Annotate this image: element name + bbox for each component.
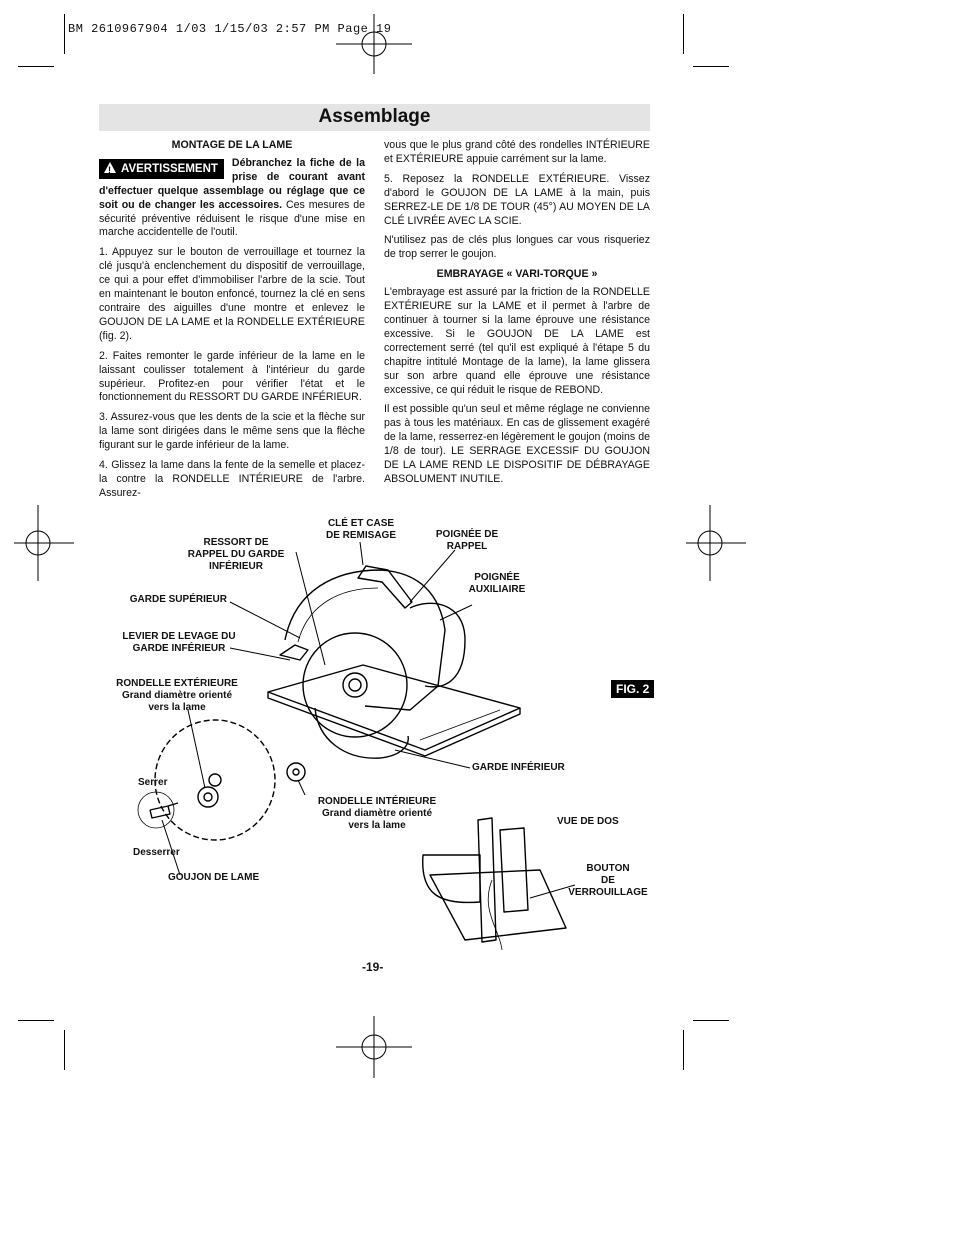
registration-mark-left: [14, 505, 74, 581]
leader-ressort: [296, 552, 325, 665]
back-view-saw: [423, 818, 566, 950]
label-bouton: BOUTON DE VERROUILLAGE: [568, 863, 648, 898]
step-2: 2. Faites remonter le garde inférieur de la lame en le laissant coulisser totalement à l'intérieur du garde supérieur. Profitez-en pour vérifier l'état et le fonctionnement du RESSORT DU GARDE INFÉRIEUR.: [99, 349, 365, 404]
label-vue-dos: VUE DE DOS: [557, 816, 619, 827]
crop-mark: [18, 1020, 54, 1021]
warning-bold-text: Débranchez la fiche de la prise de courant avant d'effectuer quelque assemblage ou réglage que ce soit ou de changer les accessoires.: [99, 156, 365, 211]
label-rondelle-int: [312, 796, 442, 832]
step-1: 1. Appuyez sur le bouton de verrouillage et tournez la clé jusqu'à enclenchement du dispositif de verrouillage, ce qui a pour effet d'immobiliser l'arbre de la scie. Tout en maintenant le bouton enfoncé, tournez la clé en sens contraire des aiguilles d'une montre et enlevez le GOUJON DE LA LAME et la RONDELLE EXTÉRIEURE (fig. 2).: [99, 246, 365, 342]
label-garde-inf: GARDE INFÉRIEUR: [472, 762, 565, 773]
label-desserrer: Desserrer: [133, 847, 180, 858]
label-rondelle-ext-sub: Grand diamètre orienté vers la lame: [121, 690, 233, 713]
saw-base-plate: [268, 665, 520, 750]
label-serrer: Serrer: [138, 777, 168, 788]
label-rondelle-int-title: RONDELLE INTÉRIEURE: [317, 796, 437, 807]
upper-guard: [285, 570, 445, 710]
section-title: Assemblage: [318, 106, 431, 127]
spare-blade: [155, 720, 275, 840]
crop-mark: [693, 1020, 729, 1021]
left-column: [99, 139, 365, 507]
crop-mark: [18, 66, 54, 67]
leader-rondelle-int: [298, 780, 305, 795]
print-slug: BM 2610967904 1/03 1/15/03 2:57 PM Page 19: [68, 22, 392, 36]
motor-housing: [410, 603, 465, 686]
right-column: [384, 139, 650, 493]
wrench-note: N'utilisez pas de clés plus longues car vous risqueriez de trop serrer le goujon.: [384, 234, 650, 261]
inner-washer: [287, 763, 305, 781]
step-5: 5. Reposez la RONDELLE EXTÉRIEURE. Vissez d'abord le GOUJON DE LA LAME à la main, puis SERREZ-LE DE 1/8 DE TOUR (45°) AU MOYEN DE LA CLÉ LIVRÉE AVEC LA SCIE.: [384, 172, 650, 227]
registration-mark-right: [686, 505, 746, 581]
leader-poignee-aux: [440, 605, 472, 620]
label-poignee-aux: POIGNÉE AUXILIAIRE: [468, 572, 526, 595]
main-handle: [358, 566, 412, 608]
outer-washer: [198, 787, 218, 807]
step-4: 4. Glissez la lame dans la fente de la semelle et placez-la contre la RONDELLE INTÉRIEURE de l'arbre. Assurez-: [99, 459, 365, 499]
label-levier: LEVIER DE LEVAGE DU GARDE INFÉRIEUR: [122, 631, 236, 654]
label-poignee-rappel: POIGNÉE DE RAPPEL: [435, 529, 499, 552]
page-number: -19-: [362, 960, 384, 974]
warning-badge: [99, 159, 224, 179]
label-rondelle-ext: [114, 678, 240, 714]
label-rondelle-int-sub: Grand diamètre orienté vers la lame: [321, 808, 433, 831]
label-garde-sup: GARDE SUPÉRIEUR: [129, 594, 227, 605]
registration-mark-bottom: [336, 1016, 412, 1078]
saw-blade: [303, 633, 407, 737]
registration-mark-top: [336, 14, 412, 74]
clutch-paragraph-2: Il est possible qu'un seul et même réglage ne convienne pas à tous les matériaux. En cas de glissement exagéré de la lame, resserrez-en légèrement le goujon (moins de 1/8 de tour). LE SERRAGE EXCESSIF DU GOUJON DE LA LAME REND LE DISPOSITIF DE DÉBRAYAGE ABSOLUMENT INUTILE.: [384, 403, 650, 485]
warning-badge-label: AVERTISSEMENT: [121, 162, 218, 175]
figure-badge: FIG. 2: [611, 680, 654, 698]
leader-garde-sup: [230, 602, 300, 638]
leader-rondelle-ext: [188, 710, 205, 788]
step-3: 3. Assurez-vous que les dents de la scie et la flèche sur la lame sont dirigées dans le même sens que la flèche figurant sur le garde inférieur de la lame.: [99, 411, 365, 452]
label-cle: CLÉ ET CASE DE REMISAGE: [326, 518, 397, 541]
label-ressort: RESSORT DE RAPPEL DU GARDE INFÉRIEUR: [187, 537, 285, 572]
label-goujon: GOUJON DE LAME: [168, 872, 260, 883]
clutch-paragraph-1: L'embrayage est assuré par la friction de la RONDELLE EXTÉRIEURE sur la LAME et il permet à l'arbre de continuer à tourner si la lame éprouve une résistance excessive. Si le GOUJON DE LA LAME est correctement serré (tel qu'il est expliqué à l'étape 5 du chapitre intitulé Montage de la lame), la lame glissera sur son arbre quand elle éprouve une résistance excessive, ce qui réduit le risque de REBOND.: [384, 286, 650, 396]
warning-rest-text: Ces mesures de sécurité préventive réduisent le risque d'une mise en marche accidentelle de l'outil.: [99, 198, 365, 239]
warning-paragraph: [99, 157, 365, 240]
subhead-montage: MONTAGE DE LA LAME: [171, 139, 293, 151]
crop-mark: [693, 66, 729, 67]
label-rondelle-ext-title: RONDELLE EXTÉRIEURE: [116, 678, 238, 689]
leader-cle: [360, 542, 363, 565]
crop-mark: [64, 1030, 65, 1070]
crop-mark: [64, 14, 65, 54]
crop-mark: [683, 1030, 684, 1070]
step-4-cont: vous que le plus grand côté des rondelles INTÉRIEURE et EXTÉRIEURE appuie carrément sur la lame.: [384, 139, 650, 165]
section-header: [99, 104, 650, 131]
crop-mark: [683, 14, 684, 54]
warning-triangle-icon: [104, 162, 116, 173]
subhead-embrayage: EMBRAYAGE « VARI-TORQUE »: [436, 268, 598, 281]
